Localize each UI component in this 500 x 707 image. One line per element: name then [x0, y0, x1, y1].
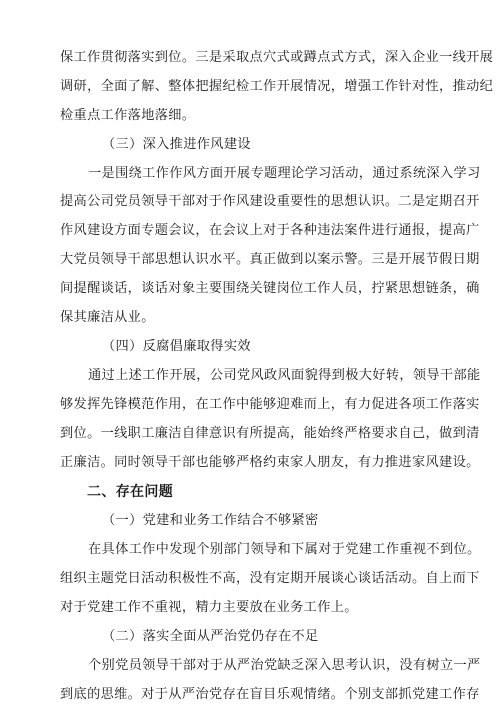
section-subheading: （三）深入推进作风建设: [102, 137, 251, 152]
paragraph-line: 大党员领导干部思想认识水平。真正做到以案示警。三是开展节假日期: [60, 252, 480, 267]
paragraph-line: 个别党员领导干部对于从严治党缺乏深入思考认识，没有树立一严: [88, 658, 481, 673]
section-subheading: （一）党建和业务工作结合不够紧密: [102, 513, 319, 528]
paragraph-line: 对于党建工作不重视，精力主要放在业务工作上。: [60, 600, 358, 615]
paragraph-line: 在具体工作中发现个别部门领导和下属对于党建工作重视不到位。: [88, 542, 481, 557]
paragraph-line: 到位。一线职工廉洁自律意识有所提高，能始终严格要求自己，做到清: [60, 426, 480, 441]
paragraph-line: 检重点工作落地落细。: [60, 108, 196, 123]
paragraph-line: 作风建设方面专题会议，在会议上对于各种违法案件进行通报，提高广: [60, 223, 480, 238]
paragraph-line: 够发挥先锋模范作用，在工作中能够迎难而上，有力促进各项工作落实: [60, 397, 480, 412]
paragraph-line: 保其廉洁从业。: [60, 310, 155, 325]
section-subheading: （四）反腐倡廉取得实效: [102, 339, 251, 354]
paragraph-line: 间提醒谈话，谈话对象主要围绕关键岗位工作人员，拧紧思想链条，确: [60, 281, 480, 296]
paragraph-line: 一是围绕工作作风方面开展专题理论学习活动，通过系统深入学习: [88, 166, 481, 181]
paragraph-line: 到底的思维。对于从严治党存在盲目乐观情绪。个别支部抓党建工作存: [60, 687, 480, 702]
paragraph-line: 提高公司党员领导干部对于作风建设重要性的思想认识。二是定期召开: [60, 194, 480, 209]
paragraph-line: 组织主题党日活动积极性不高，没有定期开展谈心谈话活动。自上而下: [60, 571, 480, 586]
paragraph-line: 调研，全面了解、整体把握纪检工作开展情况，增强工作针对性，推动纪: [60, 79, 494, 94]
paragraph-line: 保工作贯彻落实到位。三是采取点穴式或蹲点式方式，深入企业一线开展: [60, 50, 494, 65]
section-heading: 二、存在问题: [87, 484, 174, 500]
paragraph-line: 通过上述工作开展，公司党风政风面貌得到极大好转，领导干部能: [88, 368, 481, 383]
paragraph-line: 正廉洁。同时领导干部也能够严格约束家人朋友，有力推进家风建设。: [60, 455, 480, 470]
section-subheading: （二）落实全面从严治党仍存在不足: [102, 629, 319, 644]
